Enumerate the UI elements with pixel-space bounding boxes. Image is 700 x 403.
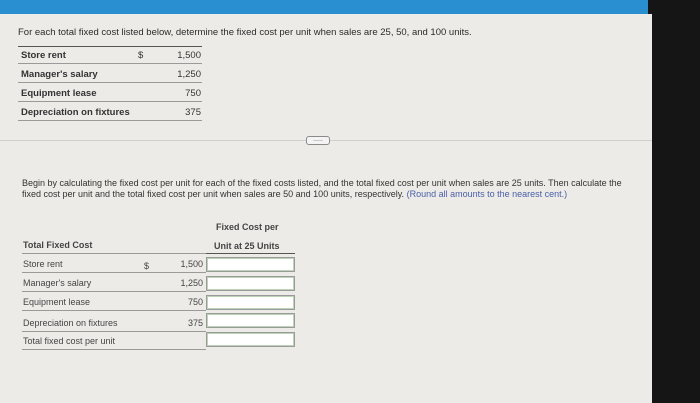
col-header-underline xyxy=(206,253,295,254)
fixed-cost-per-unit-input[interactable] xyxy=(206,295,295,310)
question-page xyxy=(0,14,652,403)
total-row-label: Total fixed cost per unit xyxy=(23,336,116,346)
given-currency: $ xyxy=(138,50,144,61)
total-fixed-cost-per-unit-input[interactable] xyxy=(206,332,295,347)
answer-row-divider xyxy=(22,272,206,273)
answer-row-label: Equipment lease xyxy=(23,297,91,307)
answer-row-label: Depreciation on fixtures xyxy=(23,318,118,328)
fixed-cost-per-unit-input[interactable] xyxy=(206,257,295,272)
answer-row-value: 1,500 xyxy=(180,259,203,269)
answer-row-value: 375 xyxy=(187,318,203,328)
given-row-label: Depreciation on fixtures xyxy=(21,107,130,118)
answer-row-label: Manager's salary xyxy=(23,278,92,288)
screen-bezel xyxy=(648,0,700,403)
rounding-hint: (Round all amounts to the nearest cent.) xyxy=(406,188,568,199)
col-header-line1: Fixed Cost per xyxy=(216,222,279,232)
answer-header-rule xyxy=(22,253,206,254)
given-row-value: 1,250 xyxy=(177,69,201,80)
col-header-line2: Unit at 25 Units xyxy=(214,241,280,251)
expand-ellipsis-button[interactable]: ..... xyxy=(306,136,330,145)
answer-row-divider xyxy=(22,291,206,292)
answer-row-divider xyxy=(22,331,206,332)
answer-total-rule xyxy=(22,349,206,350)
fixed-cost-per-unit-input[interactable] xyxy=(206,276,295,291)
row-header-total-fixed-cost: Total Fixed Cost xyxy=(23,240,93,250)
answer-row-label: Store rent xyxy=(23,259,63,269)
instruction-text: For each total fixed cost listed below, determine the fixed cost per unit when sales are 25, 50, and 100 units. xyxy=(18,27,472,38)
given-row-label: Store rent xyxy=(21,50,66,61)
answer-row-divider xyxy=(22,310,206,311)
given-row-label: Manager's salary xyxy=(21,69,98,80)
given-row-value: 375 xyxy=(185,107,201,118)
given-row-divider xyxy=(18,120,202,121)
given-row-divider xyxy=(18,63,202,64)
question-body: Begin by calculating the fixed cost per unit for each of the fixed costs listed, and the total fixed cost per unit when sales are 25 units. Then calculate the fixed cost per unit and the total fixed cost per unit when sales are 50 and 100 units, respectively. xyxy=(22,178,622,199)
answer-row-value: 750 xyxy=(187,297,203,307)
given-table-top-rule xyxy=(18,46,202,47)
question-text xyxy=(22,178,632,199)
answer-currency: $ xyxy=(144,261,150,271)
given-row-value: 1,500 xyxy=(177,50,201,61)
given-row-value: 750 xyxy=(185,88,201,99)
answer-row-value: 1,250 xyxy=(180,278,203,288)
fixed-cost-per-unit-input[interactable] xyxy=(206,313,295,328)
given-row-divider xyxy=(18,82,202,83)
given-row-label: Equipment lease xyxy=(21,88,97,99)
given-row-divider xyxy=(18,101,202,102)
